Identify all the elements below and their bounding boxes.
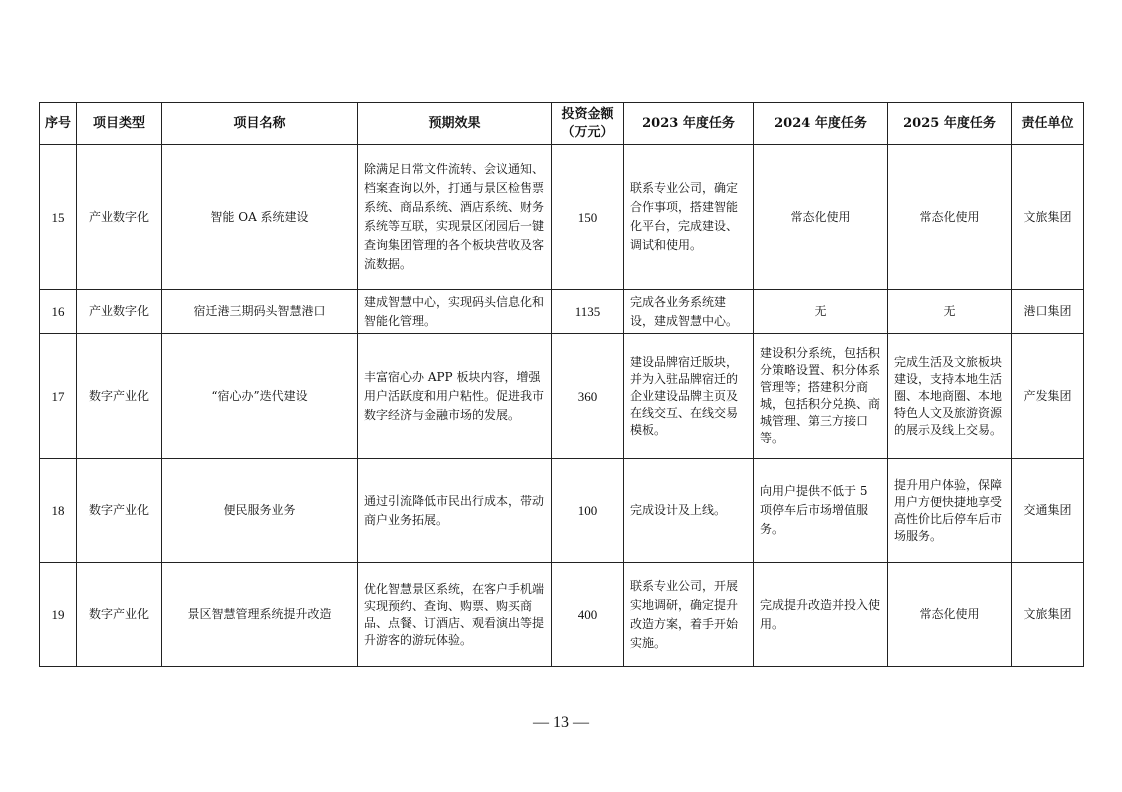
row-invest: 360 <box>552 334 624 459</box>
row-unit: 港口集团 <box>1012 290 1084 334</box>
row-effect: 通过引流降低市民出行成本，带动商户业务拓展。 <box>358 459 552 563</box>
row-2024: 向用户提供不低于 5 项停车后市场增值服务。 <box>754 459 888 563</box>
row-2023: 建设品牌宿迁版块，并为入驻品牌宿迁的企业建设品牌主页及在线交互、在线交易模板。 <box>624 334 754 459</box>
header-effect: 预期效果 <box>358 103 552 145</box>
row-type: 产业数字化 <box>77 290 162 334</box>
row-name: “宿心办”迭代建设 <box>162 334 358 459</box>
row-2025: 无 <box>888 290 1012 334</box>
row-effect: 除满足日常文件流转、会议通知、档案查询以外，打通与景区检售票系统、商品系统、酒店系统、财务系统等互联，实现景区闭园后一键查询集团管理的各个板块营收及客流数据。 <box>358 145 552 290</box>
row-2025: 完成生活及文旅板块建设，支持本地生活圈、本地商圈、本地特色人文及旅游资源的展示及线上交易。 <box>888 334 1012 459</box>
header-no: 序号 <box>40 103 77 145</box>
row-2024: 完成提升改造并投入使用。 <box>754 563 888 667</box>
row-no: 19 <box>40 563 77 667</box>
row-effect: 丰富宿心办 APP 板块内容，增强用户活跃度和用户粘性。促进我市数字经济与金融市场的发展。 <box>358 334 552 459</box>
table-row <box>40 334 1084 459</box>
row-no: 16 <box>40 290 77 334</box>
row-2025: 常态化使用 <box>888 563 1012 667</box>
page-number: — 13 — <box>533 714 589 731</box>
project-table-container <box>39 102 1083 667</box>
row-type: 数字产业化 <box>77 563 162 667</box>
row-2025: 常态化使用 <box>888 145 1012 290</box>
row-2023: 完成各业务系统建设，建成智慧中心。 <box>624 290 754 334</box>
row-name: 景区智慧管理系统提升改造 <box>162 563 358 667</box>
row-invest: 1135 <box>552 290 624 334</box>
row-invest: 400 <box>552 563 624 667</box>
row-2024: 建设积分系统，包括积分策略设置、积分体系管理等；搭建积分商城，包括积分兑换、商城管理、第三方接口等。 <box>754 334 888 459</box>
row-name: 便民服务业务 <box>162 459 358 563</box>
project-table <box>39 102 1084 667</box>
header-type: 项目类型 <box>77 103 162 145</box>
row-unit: 文旅集团 <box>1012 563 1084 667</box>
row-type: 数字产业化 <box>77 459 162 563</box>
row-type: 产业数字化 <box>77 145 162 290</box>
row-no: 17 <box>40 334 77 459</box>
table-row <box>40 145 1084 290</box>
row-no: 18 <box>40 459 77 563</box>
row-name: 宿迁港三期码头智慧港口 <box>162 290 358 334</box>
row-effect: 优化智慧景区系统，在客户手机端实现预约、查询、购票、购买商品、点餐、订酒店、观看演出等提升游客的游玩体验。 <box>358 563 552 667</box>
row-2025: 提升用户体验，保障用户方便快捷地享受高性价比后停车后市场服务。 <box>888 459 1012 563</box>
header-2025: 2025 年度任务 <box>888 103 1012 145</box>
row-2024: 无 <box>754 290 888 334</box>
row-unit: 产发集团 <box>1012 334 1084 459</box>
row-no: 15 <box>40 145 77 290</box>
row-name: 智能 OA 系统建设 <box>162 145 358 290</box>
header-2024: 2024 年度任务 <box>754 103 888 145</box>
row-invest: 100 <box>552 459 624 563</box>
row-invest: 150 <box>552 145 624 290</box>
row-effect: 建成智慧中心，实现码头信息化和智能化管理。 <box>358 290 552 334</box>
header-invest-line1: 投资金额 <box>561 106 614 122</box>
row-2024: 常态化使用 <box>754 145 888 290</box>
row-type: 数字产业化 <box>77 334 162 459</box>
header-2023: 2023 年度任务 <box>624 103 754 145</box>
table-row <box>40 290 1084 334</box>
row-2023: 完成设计及上线。 <box>624 459 754 563</box>
row-unit: 交通集团 <box>1012 459 1084 563</box>
header-row <box>40 103 1084 145</box>
header-unit: 责任单位 <box>1012 103 1084 145</box>
row-2023: 联系专业公司，开展实地调研，确定提升改造方案，着手开始实施。 <box>624 563 754 667</box>
header-name: 项目名称 <box>162 103 358 145</box>
table-row <box>40 459 1084 563</box>
row-unit: 文旅集团 <box>1012 145 1084 290</box>
table-row <box>40 563 1084 667</box>
header-invest <box>552 103 624 145</box>
row-2023: 联系专业公司，确定合作事项，搭建智能化平台，完成建设、调试和使用。 <box>624 145 754 290</box>
header-invest-line2: （万元） <box>561 124 614 140</box>
